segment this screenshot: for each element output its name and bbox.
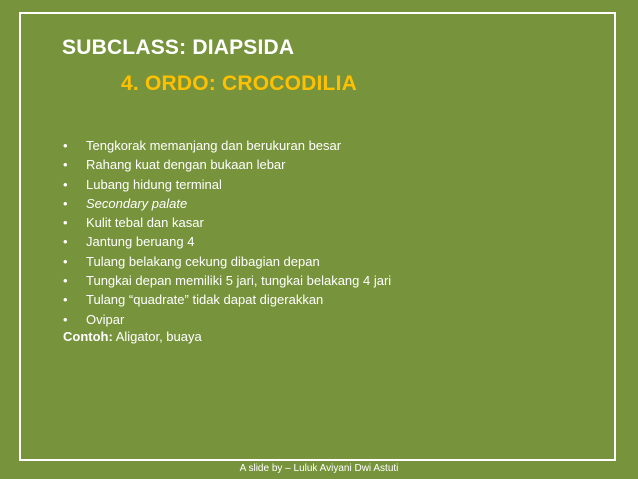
list-item	[63, 136, 391, 155]
example-text: Aligator, buaya	[112, 329, 202, 344]
list-item-text: Jantung beruang 4	[86, 234, 195, 250]
bullet-icon: •	[63, 176, 68, 192]
slide-footer-credit: A slide by – Luluk Aviyani Dwi Astuti	[239, 463, 399, 474]
list-item	[63, 155, 391, 174]
list-item	[63, 194, 391, 213]
list-item-text: Tungkai depan memiliki 5 jari, tungkai belakang 4 jari	[86, 273, 392, 289]
list-item-text: Tengkorak memanjang dan berukuran besar	[86, 138, 342, 153]
slide-title: SUBCLASS: DIAPSIDA	[62, 36, 295, 59]
list-item-text: Secondary palate	[86, 195, 188, 211]
list-item	[63, 232, 391, 251]
list-item	[63, 310, 391, 329]
bullet-icon: •	[63, 157, 68, 173]
list-item	[63, 252, 391, 271]
bullet-icon: •	[63, 234, 68, 250]
list-item-text: Tulang belakang cekung dibagian depan	[86, 253, 320, 269]
list-item-text: Lubang hidung terminal	[86, 176, 222, 192]
list-item	[63, 271, 391, 290]
bullet-icon: •	[63, 215, 68, 231]
list-item	[63, 213, 391, 232]
list-item	[63, 290, 391, 309]
list-item-text: Rahang kuat dengan bukaan lebar	[86, 157, 286, 173]
slide-subtitle: 4. ORDO: CROCODILIA	[121, 72, 357, 95]
list-item-text: Tulang “quadrate” tidak dapat digerakkan	[86, 292, 324, 308]
bullet-icon: •	[63, 195, 68, 211]
bullet-icon: •	[63, 311, 68, 327]
bullet-icon: •	[63, 292, 68, 308]
bullet-icon: •	[63, 273, 68, 289]
bullet-icon: •	[63, 138, 68, 153]
example-line	[63, 329, 202, 344]
list-item-text: Ovipar	[86, 311, 125, 327]
list-item-text: Kulit tebal dan kasar	[86, 215, 204, 231]
bullet-list	[63, 136, 391, 329]
example-label: Contoh:	[63, 329, 113, 344]
bullet-icon: •	[63, 253, 68, 269]
list-item	[63, 175, 391, 194]
